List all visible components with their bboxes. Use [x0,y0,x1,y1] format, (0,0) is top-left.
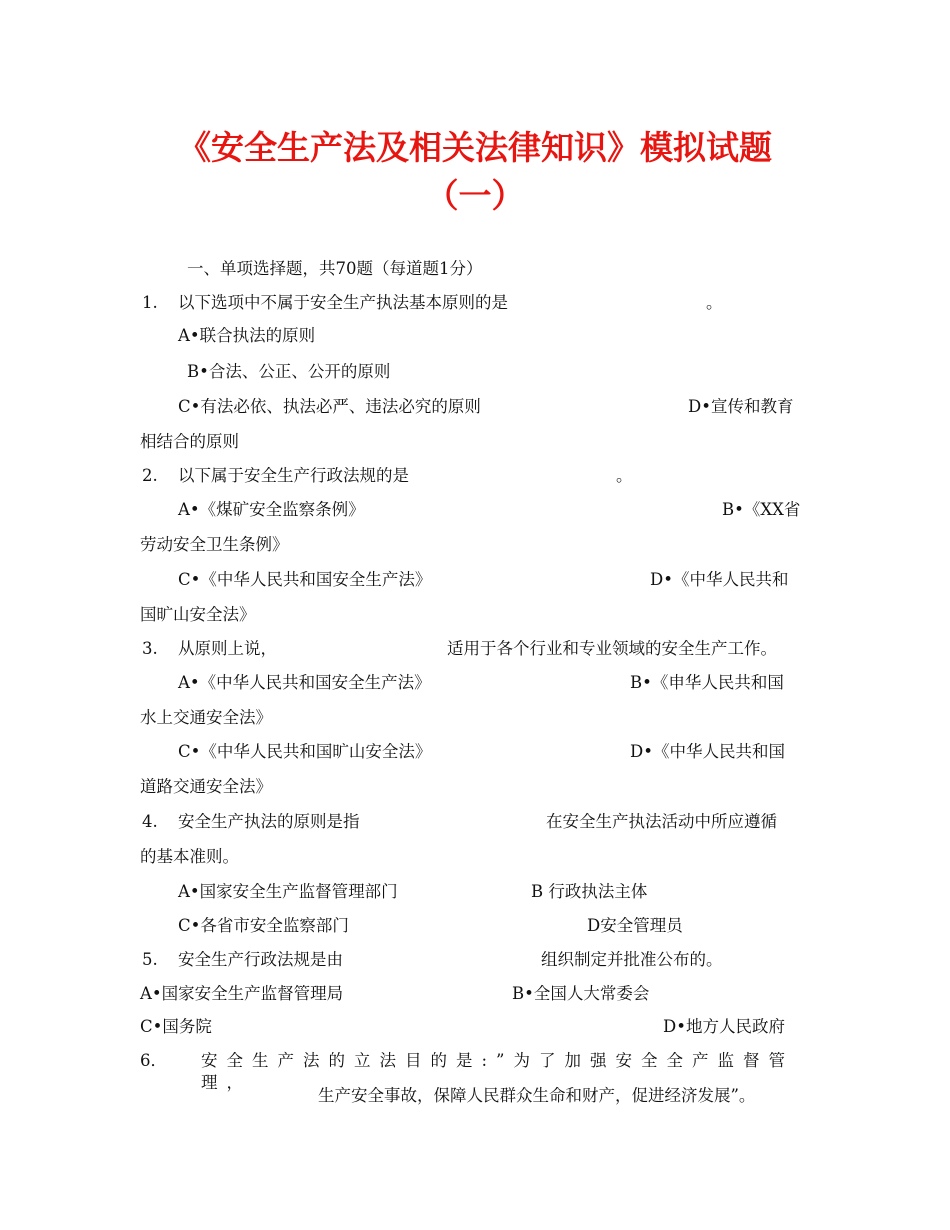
question-1-option-b: B•合法、公正、公开的原则 [187,362,391,381]
question-5-option-d: D•地方人民政府 [663,1017,785,1036]
question-1-stem: 以下选项中不属于安全生产执法基本原则的是 [178,293,508,312]
question-3-number: 3. [142,639,158,658]
question-1-option-d: D•宣传和教育 [688,397,794,416]
question-4-option-b: B 行政执法主体 [531,882,648,901]
question-4-option-c: C•各省市安全监察部门 [178,916,349,935]
question-5-stem: 安全生产行政法规是由 [178,950,343,969]
question-3-option-c: C•《中华人民共和国旷山安全法》 [178,742,432,761]
question-3-option-d-cont: 道路交通安全法》 [140,777,272,796]
question-2-stem: 以下属于安全生产行政法规的是 [178,466,409,485]
section-heading: 一、单项选择题，共70题（每道题1分） [187,259,483,278]
question-2-option-d: D•《中华人民共和 [650,570,789,589]
question-4-number: 4. [142,812,158,831]
question-3-option-b: B•《申华人民共和国 [630,673,784,692]
question-2-option-a: A•《煤矿安全监察条例》 [178,500,365,519]
question-1-number: 1. [142,293,158,312]
question-4-stem: 安全生产执法的原则是指 [178,812,360,831]
document-title: 《安全生产法及相关法律知识》模拟试题 [178,128,772,167]
question-6-stem-cont: 生产安全事故，保障人民群众生命和财产，促进经济发展”。 [318,1086,756,1105]
question-1-end: 。 [706,293,723,312]
question-3-end: 适用于各个行业和专业领域的安全生产工作。 [447,639,777,658]
question-2-number: 2. [142,466,158,485]
question-5-option-a: A•国家安全生产监督管理局 [140,984,344,1003]
question-5-option-c: C•国务院 [140,1017,212,1036]
question-5-end: 组织制定并批准公布的。 [541,950,723,969]
question-3-stem: 从原则上说， [178,639,277,658]
question-4-option-a: A•国家安全生产监督管理部门 [178,882,398,901]
question-2-option-d-cont: 国旷山安全法》 [140,605,256,624]
question-4-end: 在安全生产执法活动中所应遵循 [546,812,777,831]
document-title-number: （一） [425,176,525,215]
question-2-option-b-cont: 劳动安全卫生条例》 [140,535,289,554]
question-1-option-c: C•有法必依、执法必严、违法必究的原则 [178,397,481,416]
question-2-option-c: C•《中华人民共和国安全生产法》 [178,570,432,589]
question-6-number: 6． [140,1051,167,1070]
question-4-stem-cont: 的基本准则。 [140,847,239,866]
question-5-number: 5. [142,950,158,969]
question-2-end: 。 [616,466,633,485]
question-3-option-a: A•《中华人民共和国安全生产法》 [178,673,431,692]
question-4-option-d: D安全管理员 [587,916,683,935]
question-3-option-b-cont: 水上交通安全法》 [140,708,272,727]
question-6-stem: 安全生产法的立法目的是:”为了加强安全全产监督管理， [201,1051,794,1092]
question-2-option-b: B•《XX省 [722,500,801,519]
question-1-option-a: A•联合执法的原则 [178,326,316,345]
question-3-option-d: D•《中华人民共和国 [630,742,785,761]
question-1-option-d-cont: 相结合的原则 [140,432,239,451]
question-5-option-b: B•全国人大常委会 [512,984,650,1003]
